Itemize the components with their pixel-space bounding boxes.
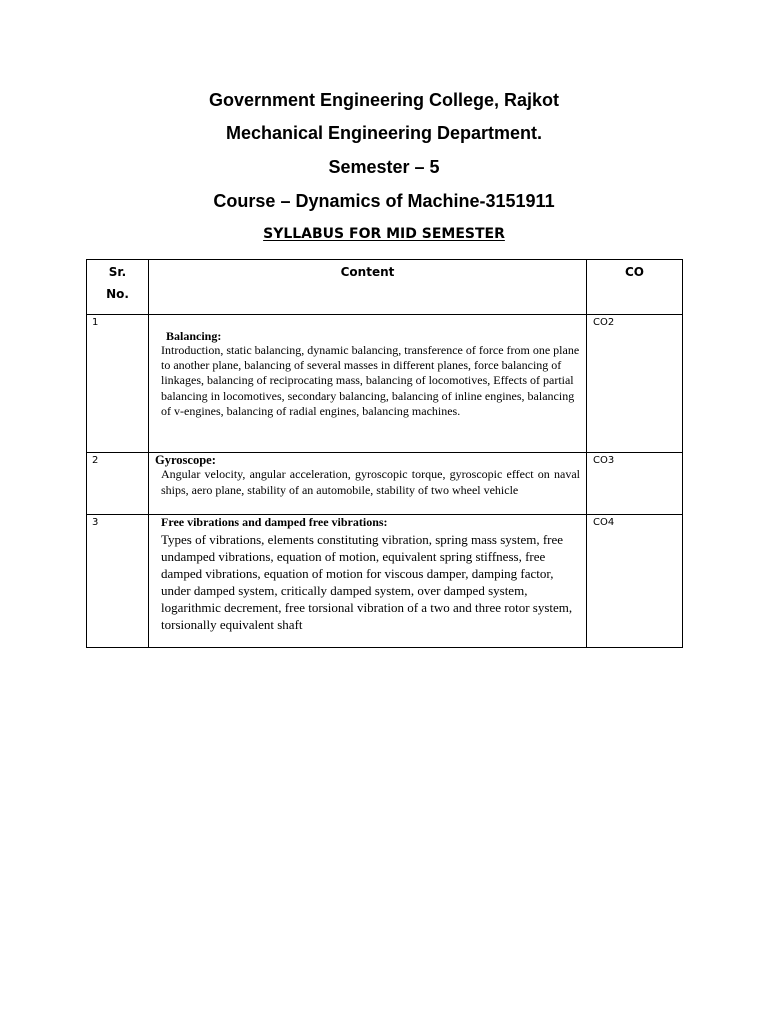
co-cell (587, 515, 683, 648)
co-code: CO3 (593, 455, 615, 466)
sr-no-header-line1: Sr. (108, 265, 127, 279)
sr-cell (87, 515, 149, 648)
college-name: Government Engineering College, Rajkot (208, 90, 560, 110)
topic-title: Free vibrations and damped free vibrations: (161, 515, 388, 529)
content-cell (149, 315, 587, 453)
topic-title: Gyroscope: (155, 453, 216, 467)
content-header (149, 260, 587, 315)
table-header-row (87, 260, 683, 315)
sr-no-header-line2: No. (106, 287, 129, 301)
sr-no-header (87, 260, 149, 315)
syllabus-title-text: SYLLABUS FOR MID SEMESTER (263, 226, 505, 242)
table-row (87, 515, 683, 648)
co-header-label: CO (624, 265, 644, 279)
syllabus-title (0, 224, 768, 244)
sr-cell (87, 453, 149, 515)
topic-description: Angular velocity, angular acceleration, gyroscopic torque, gyroscopic effect on naval ships, aero plane, stability of an automobile, stability of two wheel vehicle (161, 467, 580, 497)
content-header-label: Content (340, 265, 395, 279)
topic-description: Introduction, static balancing, dynamic balancing, transference of force from one plane to another plane, balancing of several masses in different planes, force balancing of linkages, balancing of reciprocating mass, balancing of locomotives, Effects of partial balancing in locomotives, secondary balancing, balancing of inline engines, balancing of v-engines, balancing of radial engines, balancing machines. (161, 343, 580, 418)
table-row (87, 453, 683, 515)
content-cell (149, 515, 587, 648)
content-cell (149, 453, 587, 515)
course-title: Course – Dynamics of Machine-3151911 (213, 191, 555, 211)
sr-number: 2 (92, 455, 99, 466)
co-code: CO2 (593, 317, 615, 328)
co-cell (587, 453, 683, 515)
table-row (87, 315, 683, 453)
topic-title: Balancing: (166, 329, 222, 343)
topic-description: Types of vibrations, elements constituting vibration, spring mass system, free undamped vibrations, equation of motion, equivalent spring stiffness, free damped vibrations, equation of motion for viscous damper, damping factor, under damped system, critically damped system, over damped system, logarithmic decrement, free torsional vibration of a two and three rotor system, torsionally equivalent shaft (161, 532, 573, 632)
sr-number: 1 (92, 317, 99, 328)
department-name: Mechanical Engineering Department. (225, 123, 543, 143)
co-header (587, 260, 683, 315)
syllabus-table (86, 259, 683, 648)
co-cell (587, 315, 683, 453)
co-code: CO4 (593, 517, 615, 528)
sr-number: 3 (92, 517, 99, 528)
semester-label: Semester – 5 (328, 157, 440, 177)
sr-cell (87, 315, 149, 453)
